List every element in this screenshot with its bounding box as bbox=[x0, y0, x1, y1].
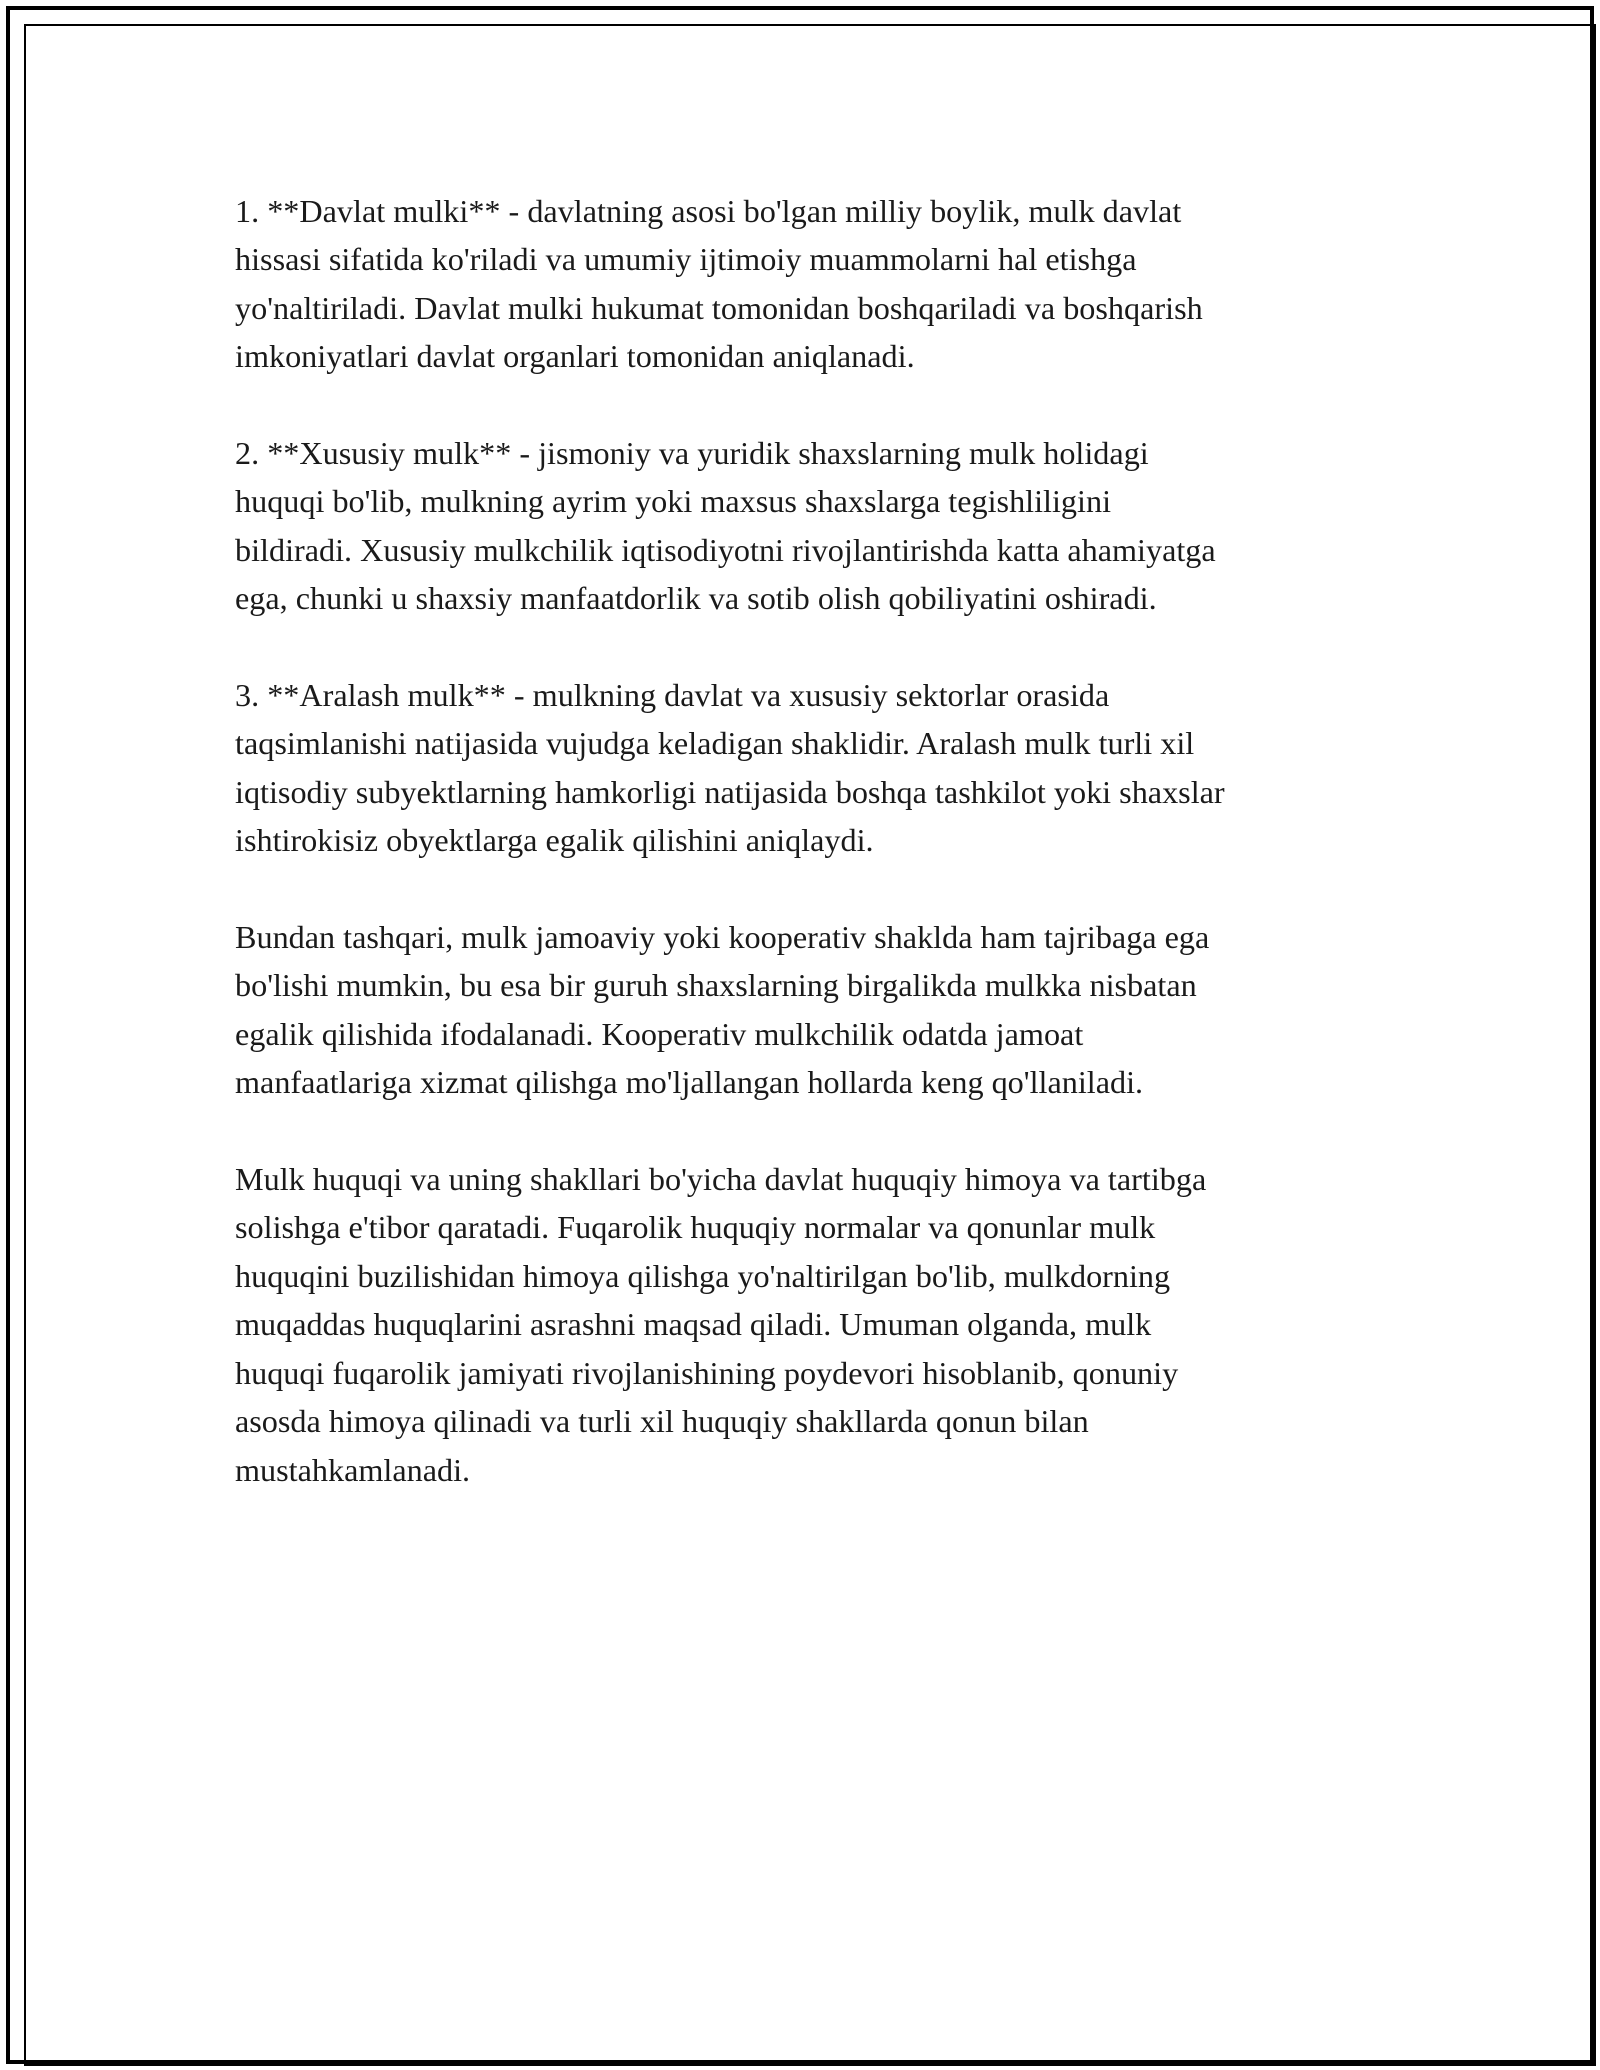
paragraph-davlat-mulki: 1. **Davlat mulki** - davlatning asosi bo'lgan milliy boylik, mulk davlat hissasi sifatida ko'riladi va umumiy ijtimoiy muammolarni hal etishga yo'naltiriladi. Davlat mulki hukumat tomonidan boshqariladi va boshqarish imkoniyatlari davlat organlari tomonidan aniqlanadi. bbox=[235, 193, 1203, 375]
paragraph-mulk-huquqi-himoyasi: Mulk huquqi va uning shakllari bo'yicha davlat huquqiy himoya va tartibga solishga e'tibor qaratadi. Fuqarolik huquqiy normalar va qonunlar mulk huquqini buzilishidan himoya qilishga yo'naltirilgan bo'lib, mulkdorning muqaddas huquqlarini asrashni maqsad qiladi. Umuman olganda, mulk huquqi fuqarolik jamiyati rivojlanishining poydevori hisoblanib, qonuniy asosda himoya qilinadi va turli xil huquqiy shakllarda qonun bilan mustahkamlanadi. bbox=[235, 1161, 1207, 1488]
paragraph-kooperativ-mulk: Bundan tashqari, mulk jamoaviy yoki kooperativ shaklda ham tajribaga ega bo'lishi mumkin, bu esa bir guruh shaxslarning birgalikda mulkka nisbatan egalik qilishida ifodalanadi. Kooperativ mulkchilik odatda jamoat manfaatlariga xizmat qilishga mo'ljallangan hollarda keng qo'llaniladi. bbox=[235, 919, 1210, 1101]
paragraph-xususiy-mulk: 2. **Xususiy mulk** - jismoniy va yuridik shaxslarning mulk holidagi huquqi bo'lib, mulkning ayrim yoki maxsus shaxslarga tegishliligini bildiradi. Xususiy mulkchilik iqtisodiyotni rivojlantirishda katta ahamiyatga ega, chunki u shaxsiy manfaatdorlik va sotib olish qobiliyatini oshiradi. bbox=[235, 435, 1216, 617]
paragraph-aralash-mulk: 3. **Aralash mulk** - mulkning davlat va xususiy sektorlar orasida taqsimlanishi natijasida vujudga keladigan shaklidir. Aralash mulk turli xil iqtisodiy subyektlarning hamkorligi natijasida boshqa tashkilot yoki shaxslar ishtirokisiz obyektlarga egalik qilishini aniqlaydi. bbox=[235, 677, 1225, 859]
document-body bbox=[235, 187, 1385, 1542]
